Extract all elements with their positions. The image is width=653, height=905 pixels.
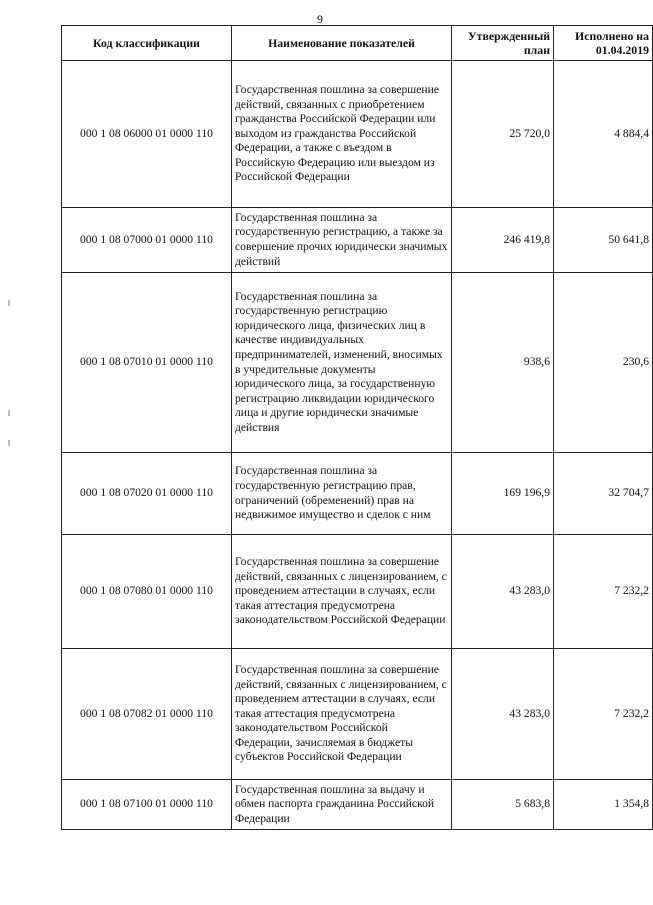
row-done: 4 884,4 (554, 61, 653, 208)
row-done: 7 232,2 (554, 649, 653, 780)
table-row (62, 780, 653, 830)
row-plan: 43 283,0 (452, 535, 554, 649)
row-done: 50 641,8 (554, 208, 653, 273)
row-plan: 938,6 (452, 273, 554, 453)
row-plan: 246 419,8 (452, 208, 554, 273)
header-code: Код классификации (62, 26, 232, 61)
row-code: 000 1 08 06000 01 0000 110 (62, 61, 232, 208)
row-done: 1 354,8 (554, 780, 653, 830)
table-row (62, 273, 653, 453)
row-code: 000 1 08 07080 01 0000 110 (62, 535, 232, 649)
row-plan: 5 683,8 (452, 780, 554, 830)
row-plan: 169 196,9 (452, 453, 554, 535)
row-code: 000 1 08 07100 01 0000 110 (62, 780, 232, 830)
row-name: Государственная пошлина за совершение действий, связанных с приобретением гражданства Российской Федерации или выходом из гражданства Российской Федерации, а также с въездом в Российскую Федерацию или выездом из Российской Федерации (232, 61, 452, 208)
header-plan: Утвержденный план (452, 26, 554, 61)
row-name: Государственная пошлина за совершение действий, связанных с лицензированием, с проведением аттестации в случаях, если такая аттестация предусмотрена законодательством Российской Федерации (232, 535, 452, 649)
row-name: Государственная пошлина за государственную регистрацию, а также за совершение прочих юридически значимых действий (232, 208, 452, 273)
row-name: Государственная пошлина за совершение действий, связанных с лицензированием, с проведением аттестации в случаях, если такая аттестация предусмотрена законодательством Российской Федерации, зачисляемая в бюджеты субъектов Российской Федерации (232, 649, 452, 780)
row-plan: 25 720,0 (452, 61, 554, 208)
table-row (62, 453, 653, 535)
row-name: Государственная пошлина за государственную регистрацию юридического лица, физических лиц в качестве индивидуальных предпринимателей, изменений, вносимых в учредительные документы юридического лица, за государственную регистрацию ликвидации юридического лица и другие юридически значимые действия (232, 273, 452, 453)
row-code: 000 1 08 07082 01 0000 110 (62, 649, 232, 780)
row-done: 230,6 (554, 273, 653, 453)
table-row (62, 208, 653, 273)
row-code: 000 1 08 07010 01 0000 110 (62, 273, 232, 453)
header-done: Исполнено на 01.04.2019 (554, 26, 653, 61)
row-name: Государственная пошлина за государственную регистрацию прав, ограничений (обременений) прав на недвижимое имущество и сделок с ним (232, 453, 452, 535)
row-done: 7 232,2 (554, 535, 653, 649)
scan-margin-mark (8, 410, 10, 416)
scan-margin-mark (8, 440, 10, 446)
table-row (62, 535, 653, 649)
table-row (62, 649, 653, 780)
revenue-table (61, 25, 653, 830)
row-code: 000 1 08 07020 01 0000 110 (62, 453, 232, 535)
row-code: 000 1 08 07000 01 0000 110 (62, 208, 232, 273)
scan-margin-mark (8, 300, 10, 306)
page-number: 9 (317, 12, 323, 26)
table-header-row (62, 26, 653, 61)
row-plan: 43 283,0 (452, 649, 554, 780)
row-done: 32 704,7 (554, 453, 653, 535)
table-row (62, 61, 653, 208)
row-name: Государственная пошлина за выдачу и обмен паспорта гражданина Российской Федерации (232, 780, 452, 830)
header-name: Наименование показателей (232, 26, 452, 61)
